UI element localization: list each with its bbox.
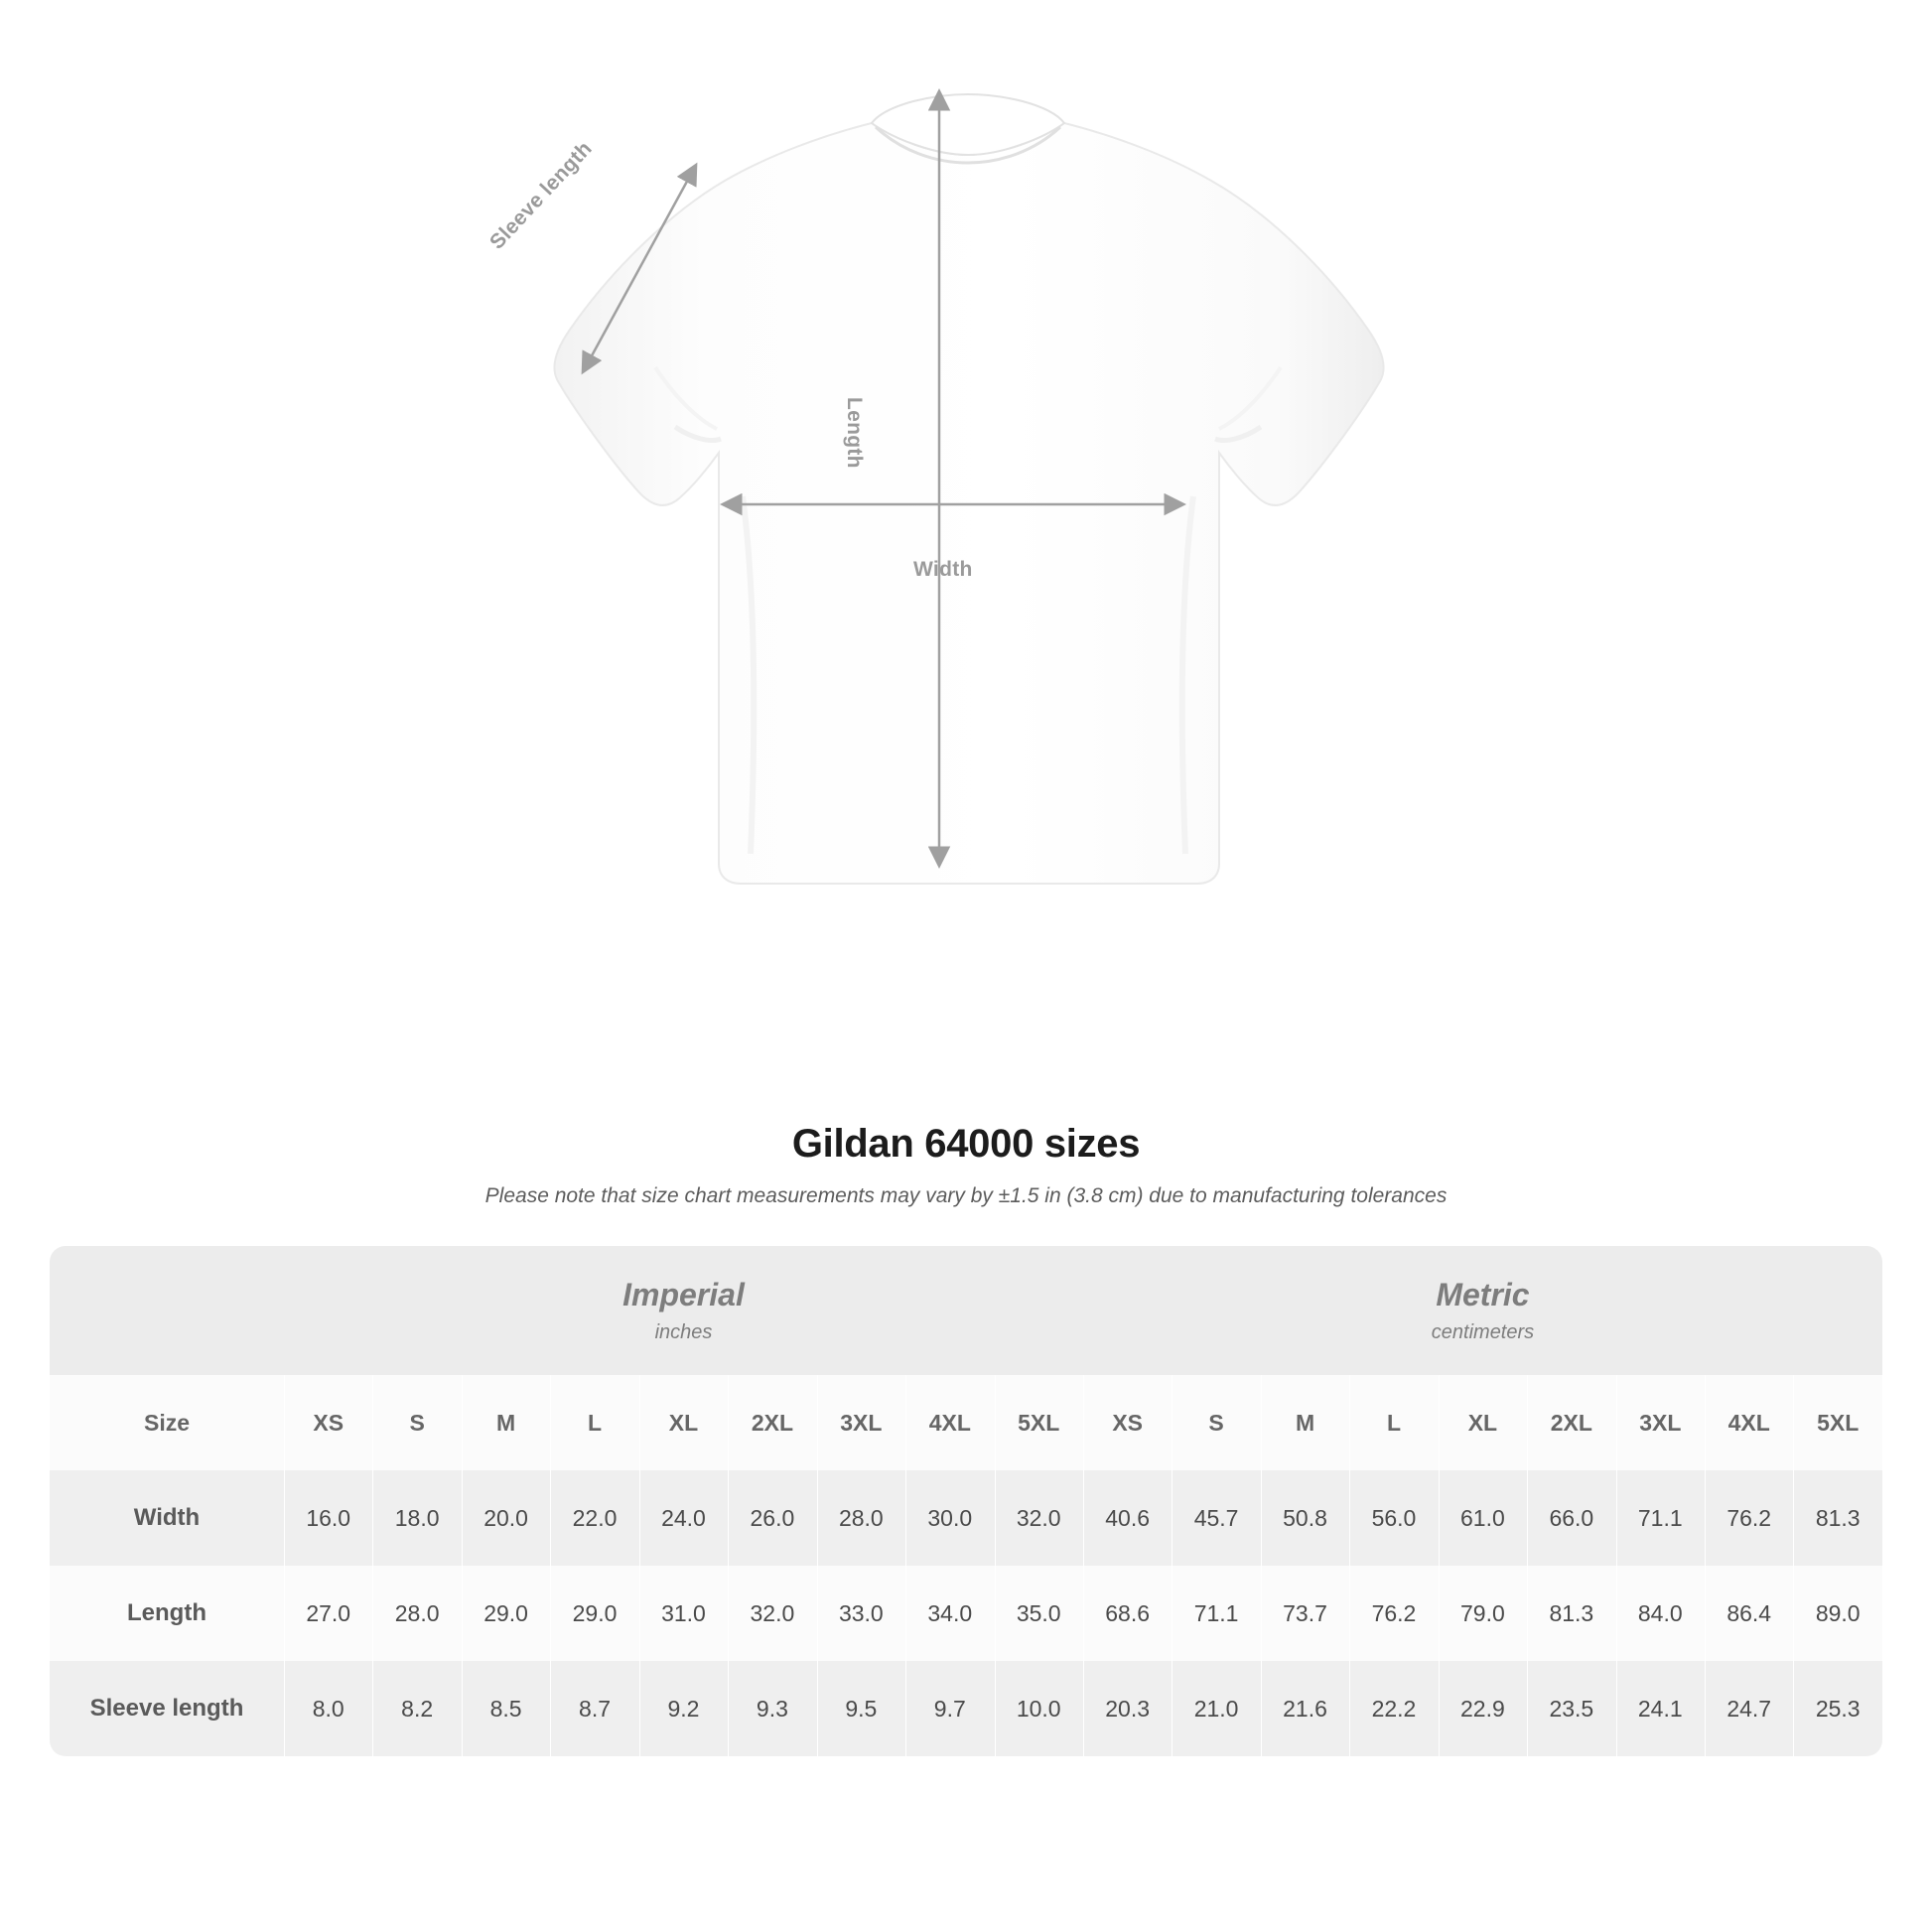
size-header-cell: 2XL <box>728 1375 816 1470</box>
measurement-cell: 81.3 <box>1793 1470 1882 1566</box>
measurement-cell: 8.2 <box>372 1661 461 1756</box>
measurement-cell: 21.6 <box>1261 1661 1349 1756</box>
size-header-cell: XS <box>284 1375 372 1470</box>
size-header-cell: 5XL <box>995 1375 1083 1470</box>
unit-group-header-imperial <box>284 1246 1083 1375</box>
unit-group-name: Metric <box>1436 1277 1530 1313</box>
measurement-cell: 28.0 <box>817 1470 905 1566</box>
row-label-length: Length <box>50 1566 284 1661</box>
size-header-cell: M <box>1261 1375 1349 1470</box>
measurement-cell: 79.0 <box>1439 1566 1527 1661</box>
measurement-cell: 9.7 <box>905 1661 994 1756</box>
size-header-cell: 5XL <box>1793 1375 1882 1470</box>
measurement-cell: 25.3 <box>1793 1661 1882 1756</box>
measurement-cell: 27.0 <box>284 1566 372 1661</box>
measurement-cell: 29.0 <box>462 1566 550 1661</box>
measurement-cell: 20.3 <box>1083 1661 1172 1756</box>
size-header-cell: S <box>372 1375 461 1470</box>
measurement-cell: 22.9 <box>1439 1661 1527 1756</box>
measurement-cell: 76.2 <box>1349 1566 1438 1661</box>
measurement-cell: 22.2 <box>1349 1661 1438 1756</box>
measurement-cell: 8.5 <box>462 1661 550 1756</box>
size-header-label: Size <box>50 1375 284 1470</box>
measurement-cell: 9.5 <box>817 1661 905 1756</box>
measurement-cell: 32.0 <box>728 1566 816 1661</box>
size-header-cell: XL <box>1439 1375 1527 1470</box>
measurement-cell: 8.7 <box>550 1661 638 1756</box>
measurement-cell: 31.0 <box>639 1566 728 1661</box>
unit-group-name: Imperial <box>622 1277 745 1313</box>
measurement-cell: 68.6 <box>1083 1566 1172 1661</box>
table-row <box>50 1661 1882 1756</box>
table-corner-cell <box>50 1246 284 1375</box>
measurement-cell: 76.2 <box>1705 1470 1793 1566</box>
table-row <box>50 1470 1882 1566</box>
unit-group-subtitle: centimeters <box>1431 1320 1535 1343</box>
unit-group-header-metric <box>1083 1246 1882 1375</box>
measurement-cell: 71.1 <box>1616 1470 1705 1566</box>
size-header-cell: M <box>462 1375 550 1470</box>
measurement-cell: 23.5 <box>1527 1661 1615 1756</box>
measurement-cell: 32.0 <box>995 1470 1083 1566</box>
size-header-cell: L <box>550 1375 638 1470</box>
size-header-cell: 4XL <box>1705 1375 1793 1470</box>
table-unit-header-row <box>50 1246 1882 1375</box>
measurement-cell: 66.0 <box>1527 1470 1615 1566</box>
measurement-cell: 35.0 <box>995 1566 1083 1661</box>
size-header-cell: 3XL <box>817 1375 905 1470</box>
measurement-cell: 86.4 <box>1705 1566 1793 1661</box>
size-header-cell: XS <box>1083 1375 1172 1470</box>
measurement-cell: 89.0 <box>1793 1566 1882 1661</box>
size-header-cell: S <box>1172 1375 1260 1470</box>
dimension-label-width: Width <box>913 558 973 581</box>
dimension-label-sleeve-length: Sleeve length <box>485 137 597 254</box>
measurement-cell: 24.1 <box>1616 1661 1705 1756</box>
measurement-cell: 24.0 <box>639 1470 728 1566</box>
size-header-cell: 2XL <box>1527 1375 1615 1470</box>
unit-group-subtitle: inches <box>654 1320 713 1343</box>
measurement-cell: 30.0 <box>905 1470 994 1566</box>
measurement-cell: 81.3 <box>1527 1566 1615 1661</box>
size-header-cell: 3XL <box>1616 1375 1705 1470</box>
measurement-cell: 61.0 <box>1439 1470 1527 1566</box>
measurement-cell: 50.8 <box>1261 1470 1349 1566</box>
measurement-cell: 24.7 <box>1705 1661 1793 1756</box>
size-header-cell: L <box>1349 1375 1438 1470</box>
measurement-cell: 9.2 <box>639 1661 728 1756</box>
row-label-width: Width <box>50 1470 284 1566</box>
measurement-cell: 34.0 <box>905 1566 994 1661</box>
size-header-cell: 4XL <box>905 1375 994 1470</box>
size-header-cell: XL <box>639 1375 728 1470</box>
measurement-cell: 71.1 <box>1172 1566 1260 1661</box>
measurement-cell: 84.0 <box>1616 1566 1705 1661</box>
measurement-cell: 22.0 <box>550 1470 638 1566</box>
measurement-cell: 40.6 <box>1083 1470 1172 1566</box>
measurement-cell: 73.7 <box>1261 1566 1349 1661</box>
measurement-cell: 28.0 <box>372 1566 461 1661</box>
measurement-cell: 56.0 <box>1349 1470 1438 1566</box>
measurement-cell: 16.0 <box>284 1470 372 1566</box>
measurement-cell: 8.0 <box>284 1661 372 1756</box>
tolerance-note: Please note that size chart measurements may vary by ±1.5 in (3.8 cm) due to manufacturing tolerances <box>484 1184 1448 1207</box>
table-row <box>50 1566 1882 1661</box>
title-block <box>0 1122 1932 1208</box>
row-label-sleeve-length: Sleeve length <box>50 1661 284 1756</box>
size-table-wrapper <box>50 1246 1882 1756</box>
measurement-cell: 20.0 <box>462 1470 550 1566</box>
page-title: Gildan 64000 sizes <box>791 1122 1141 1166</box>
measurement-cell: 18.0 <box>372 1470 461 1566</box>
measurement-cell: 9.3 <box>728 1661 816 1756</box>
measurement-cell: 33.0 <box>817 1566 905 1661</box>
measurement-cell: 21.0 <box>1172 1661 1260 1756</box>
table-size-header-row <box>50 1375 1882 1470</box>
measurement-cell: 10.0 <box>995 1661 1083 1756</box>
measurement-cell: 45.7 <box>1172 1470 1260 1566</box>
dimension-label-length: Length <box>843 397 866 469</box>
size-table <box>50 1246 1882 1756</box>
measurement-cell: 29.0 <box>550 1566 638 1661</box>
measurement-cell: 26.0 <box>728 1470 816 1566</box>
